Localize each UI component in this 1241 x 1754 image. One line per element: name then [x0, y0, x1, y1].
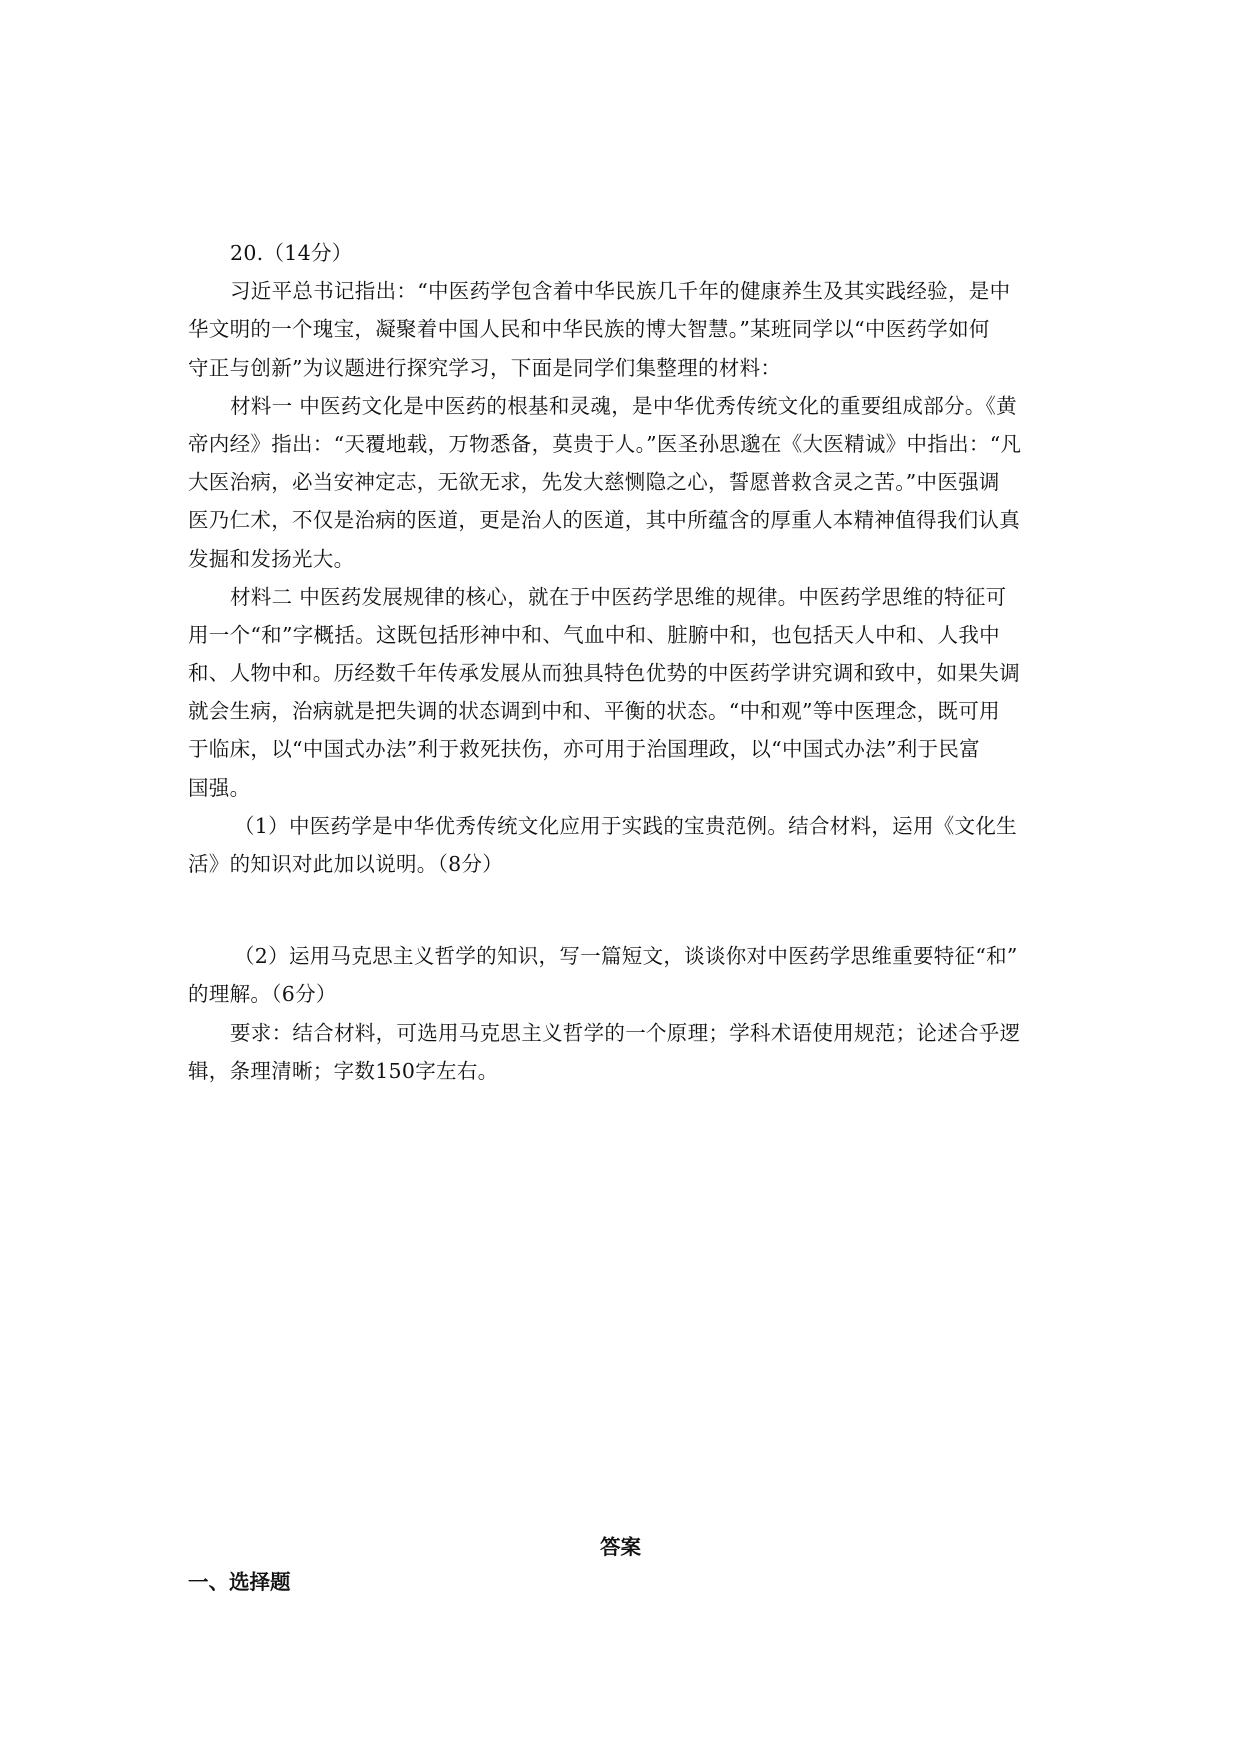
sub-question-one-line: （1）中医药学是中华优秀传统文化应用于实践的宝贵范例。结合材料，运用《文化生 — [234, 813, 1017, 838]
material-one-line: 医乃仁术，不仅是治病的医道，更是治人的医道，其中所蕴含的厚重人本精神值得我们认真 — [188, 508, 1020, 533]
sub-question-two — [188, 937, 1056, 1013]
material-one-line: 材料一 中医药文化是中医药的根基和灵魂，是中华优秀传统文化的重要组成部分。《黄 — [230, 393, 1017, 418]
material-two — [188, 578, 1056, 807]
material-two-line: 和、人物中和。历经数千年传承发展从而独具特色优势的中医药学讲究调和致中，如果失调 — [188, 661, 1020, 686]
answer-space — [188, 883, 1056, 937]
material-two-line: 国强。 — [188, 775, 251, 800]
question-intro — [188, 272, 1056, 387]
material-two-line: 材料二 中医药发展规律的核心，就在于中医药学思维的规律。中医药学思维的特征可 — [230, 584, 1007, 609]
material-one — [188, 387, 1056, 578]
intro-line: 守正与创新”为议题进行探究学习，下面是同学们集整理的材料： — [188, 355, 782, 380]
material-one-line: 大医治病，必当安神定志，无欲无求，先发大慈恻隐之心，誓愿普救含灵之苦。”中医强调 — [188, 470, 1000, 495]
question-20 — [188, 234, 1056, 1090]
material-one-line: 帝内经》指出：“天覆地载，万物悉备，莫贵于人。”医圣孙思邈在《大医精诚》中指出：“凡 — [188, 431, 1022, 456]
requirements — [188, 1014, 1056, 1090]
intro-line: 华文明的一个瑰宝，凝聚着中国人民和中华民族的博大智慧。”某班同学以“中医药学如何 — [188, 317, 990, 342]
requirement-line: 辑，条理清晰；字数150字左右。 — [188, 1058, 499, 1083]
material-two-line: 于临床，以“中国式办法”利于救死扶伤，亦可用于治国理政，以“中国式办法”利于民富 — [188, 737, 980, 762]
material-one-line: 发掘和发扬光大。 — [188, 546, 355, 571]
sub-question-two-line: （2）运用马克思主义哲学的知识，写一篇短文，谈谈你对中医药学思维重要特征“和” — [234, 944, 1018, 969]
sub-question-one — [188, 807, 1056, 883]
sub-question-two-line: 的理解。（6分） — [188, 982, 337, 1007]
intro-line: 习近平总书记指出：“中医药学包含着中华民族几千年的健康养生及其实践经验，是中 — [230, 279, 1011, 304]
requirement-line: 要求：结合材料，可选用马克思主义哲学的一个原理；学科术语使用规范；论述合乎逻 — [230, 1020, 1021, 1045]
section-title-choice: 一、选择题 — [188, 1570, 291, 1594]
material-two-line: 就会生病，治病就是把失调的状态调到中和、平衡的状态。“中和观”等中医理念，既可用 — [188, 699, 1000, 724]
answers-title: 答案 — [600, 1535, 641, 1559]
material-two-line: 用一个“和”字概括。这既包括形神中和、气血中和、脏腑中和，也包括天人中和、人我中 — [188, 622, 1000, 647]
question-number: 20.（14分） — [230, 241, 353, 265]
sub-question-one-line: 活》的知识对此加以说明。（8分） — [188, 852, 504, 876]
